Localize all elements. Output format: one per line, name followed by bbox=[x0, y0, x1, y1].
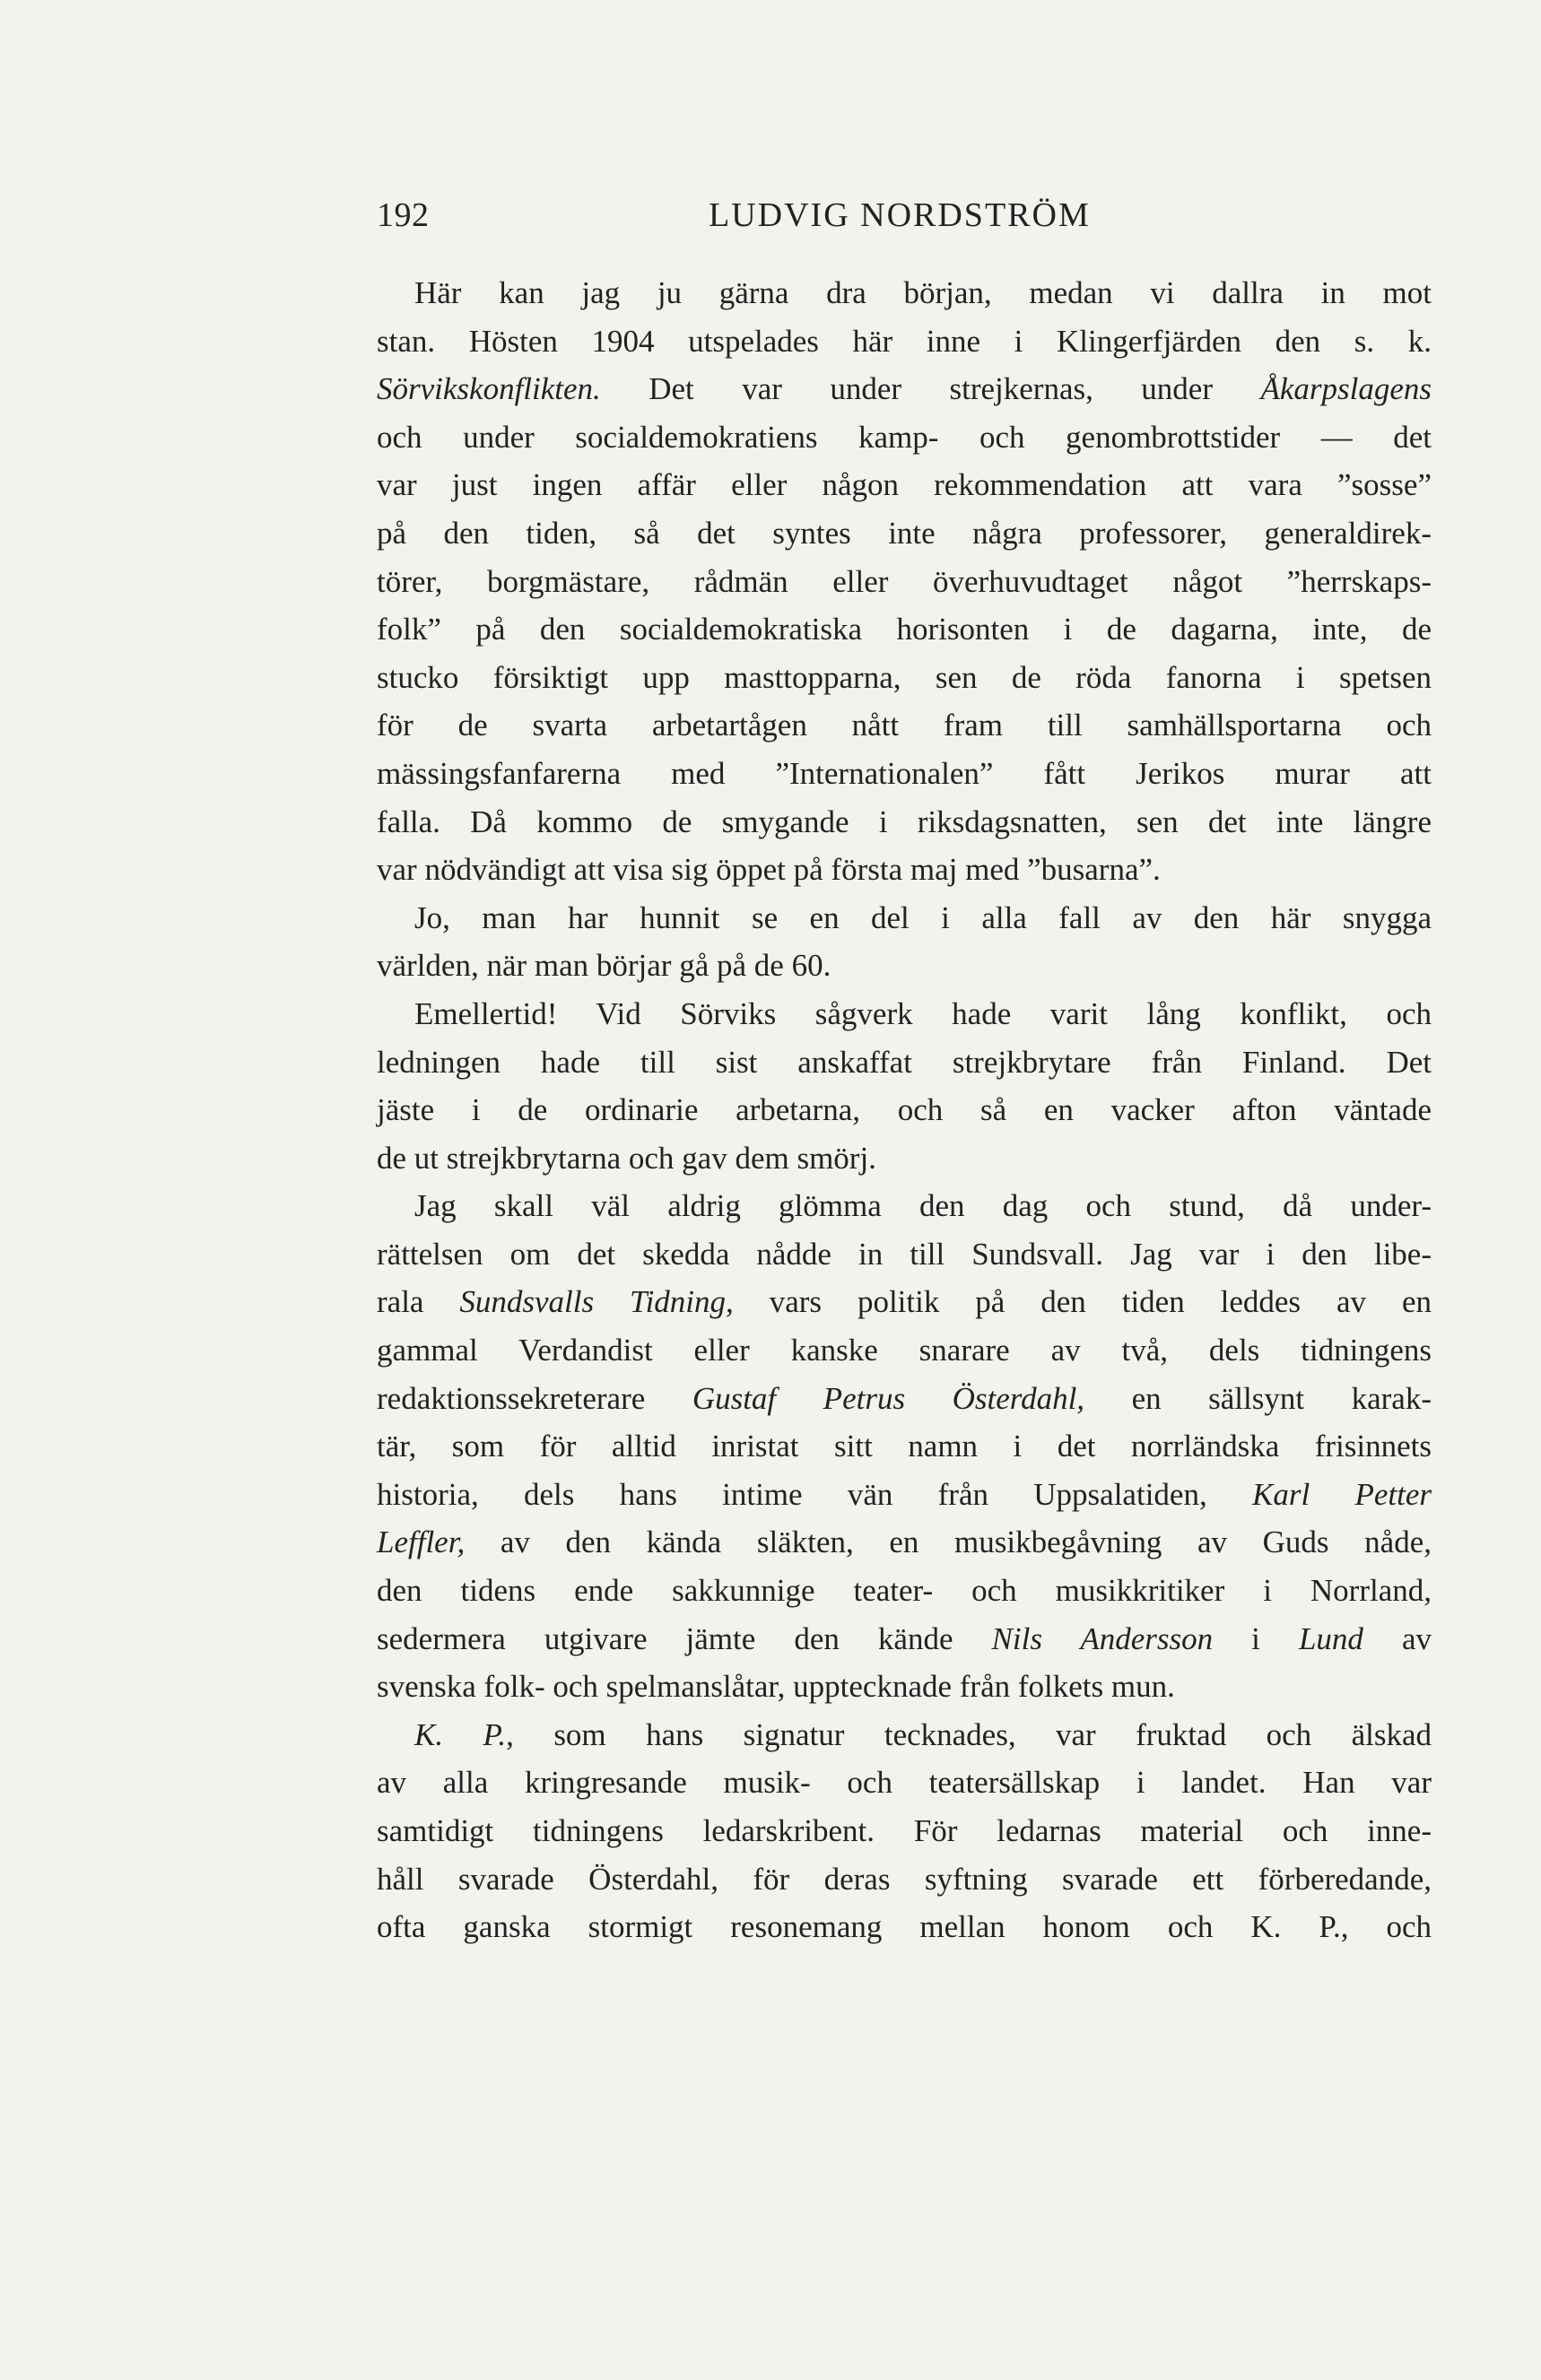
text-line bbox=[377, 1855, 1432, 1904]
italic-text: Sundsvalls Tidning, bbox=[459, 1284, 734, 1320]
text-line bbox=[377, 1326, 1432, 1375]
text-line bbox=[377, 1182, 1432, 1230]
italic-text: Sörvikskonflikten. bbox=[377, 371, 601, 407]
text-segment: håll svarade Österdahl, för deras syftning svarade ett förberedande, bbox=[377, 1861, 1432, 1897]
text-line bbox=[377, 1518, 1432, 1567]
text-line bbox=[377, 846, 1432, 894]
italic-text: Lund bbox=[1298, 1620, 1363, 1656]
text-segment: samtidigt tidningens ledarskribent. För ledarnas material och inne- bbox=[377, 1813, 1432, 1848]
text-line bbox=[377, 1903, 1432, 1951]
text-segment: jäste i de ordinarie arbetarna, och så en vacker afton väntade bbox=[377, 1092, 1432, 1128]
text-segment: ledningen hade till sist anskaffat strejkbrytare från Finland. Det bbox=[377, 1044, 1432, 1080]
text-line bbox=[377, 1038, 1432, 1087]
text-segment: av bbox=[1363, 1620, 1432, 1656]
italic-text: Leffler, bbox=[377, 1524, 466, 1560]
text-line bbox=[377, 1711, 1432, 1759]
text-segment: Jo, man har hunnit se en del i alla fall av den här snygga bbox=[414, 899, 1432, 935]
text-segment: de ut strejkbrytarna och gav dem smörj. bbox=[377, 1140, 876, 1176]
text-segment: tär, som för alltid inristat sitt namn i det norrländska frisinnets bbox=[377, 1429, 1432, 1464]
text-segment: gammal Verdandist eller kanske snarare av två, dels tidningens bbox=[377, 1333, 1432, 1368]
text-segment: vars politik på den tiden leddes av en bbox=[733, 1284, 1432, 1320]
text-segment: svenska folk- och spelmanslåtar, upptecknade från folkets mun. bbox=[377, 1669, 1175, 1705]
text-line bbox=[377, 1471, 1432, 1519]
text-segment: stucko försiktigt upp masttopparna, sen de röda fanorna i spetsen bbox=[377, 659, 1432, 695]
text-line bbox=[377, 509, 1432, 558]
text-segment: den tidens ende sakkunnige teater- och musikkritiker i Norrland, bbox=[377, 1573, 1432, 1609]
text-line bbox=[377, 1134, 1432, 1183]
text-line bbox=[377, 461, 1432, 509]
text-segment: historia, dels hans intime vän från Uppsalatiden, bbox=[377, 1476, 1252, 1512]
text-segment: mässingsfanfarerna med ”Internationalen” fått Jerikos murar att bbox=[377, 755, 1432, 791]
text-line bbox=[377, 1615, 1432, 1663]
text-segment: ofta ganska stormigt resonemang mellan honom och K. P., och bbox=[377, 1909, 1432, 1945]
text-line bbox=[377, 750, 1432, 798]
text-segment: var just ingen affär eller någon rekommendation att vara ”sosse” bbox=[377, 467, 1432, 503]
text-segment: världen, när man börjar gå på de 60. bbox=[377, 948, 831, 984]
text-segment: på den tiden, så det syntes inte några professorer, generaldirek- bbox=[377, 515, 1432, 551]
text-line bbox=[377, 365, 1432, 413]
text-line bbox=[377, 1567, 1432, 1615]
text-segment: en sällsynt karak- bbox=[1084, 1380, 1432, 1416]
text-segment: rättelsen om det skedda nådde in till Sundsvall. Jag var i den libe- bbox=[377, 1236, 1432, 1272]
text-line bbox=[377, 1663, 1432, 1711]
text-line bbox=[377, 413, 1432, 462]
text-segment: folk” på den socialdemokratiska horisonten i de dagarna, inte, de bbox=[377, 612, 1432, 647]
text-line bbox=[377, 558, 1432, 606]
text-segment: för de svarta arbetartågen nått fram till samhällsportarna och bbox=[377, 708, 1432, 743]
text-segment: sedermera utgivare jämte den kände bbox=[377, 1620, 992, 1656]
text-segment: var nödvändigt att visa sig öppet på första maj med ”busarna”. bbox=[377, 852, 1161, 888]
text-segment: rala bbox=[377, 1284, 460, 1320]
text-segment: stan. Hösten 1904 utspelades här inne i Klingerfjärden den s. k. bbox=[377, 323, 1432, 359]
text-segment: av alla kringresande musik- och teatersällskap i landet. Han var bbox=[377, 1765, 1432, 1801]
text-line bbox=[377, 990, 1432, 1038]
page-number: 192 bbox=[377, 196, 430, 234]
text-segment: Här kan jag ju gärna dra början, medan vi dallra in mot bbox=[414, 275, 1432, 310]
text-line bbox=[377, 701, 1432, 750]
text-line bbox=[377, 1086, 1432, 1134]
text-line bbox=[377, 894, 1432, 942]
text-segment: i bbox=[1213, 1620, 1299, 1656]
text-segment: falla. Då kommo de smygande i riksdagsnatten, sen det inte längre bbox=[377, 803, 1432, 839]
text-segment: törer, borgmästare, rådmän eller överhuvudtaget något ”herrskaps- bbox=[377, 563, 1432, 599]
text-segment: och under socialdemokratiens kamp- och genombrottstider — det bbox=[377, 419, 1432, 455]
text-segment: redaktionssekreterare bbox=[377, 1380, 692, 1416]
text-segment: av den kända släkten, en musikbegåvning av Guds nåde, bbox=[465, 1524, 1432, 1560]
text-line bbox=[377, 1422, 1432, 1471]
body-text bbox=[377, 269, 1432, 1951]
text-line bbox=[377, 942, 1432, 990]
page-header bbox=[377, 195, 1444, 240]
text-line bbox=[377, 798, 1432, 847]
text-segment: Det var under strejkernas, under bbox=[600, 371, 1261, 407]
text-line bbox=[377, 1375, 1432, 1423]
text-line bbox=[377, 269, 1432, 317]
text-segment: Emellertid! Vid Sörviks sågverk hade varit lång konflikt, och bbox=[414, 995, 1432, 1031]
italic-text: Åkarpslagens bbox=[1260, 371, 1432, 407]
text-line bbox=[377, 1278, 1432, 1326]
running-title: LUDVIG NORDSTRÖM bbox=[709, 196, 1091, 234]
text-segment: Jag skall väl aldrig glömma den dag och stund, då under- bbox=[414, 1188, 1432, 1224]
text-line bbox=[377, 1230, 1432, 1279]
text-line bbox=[377, 317, 1432, 366]
italic-text: K. P. bbox=[414, 1716, 507, 1752]
text-line bbox=[377, 1807, 1432, 1855]
italic-text: Gustaf Petrus Österdahl, bbox=[692, 1380, 1085, 1416]
text-line bbox=[377, 605, 1432, 654]
text-line bbox=[377, 654, 1432, 702]
text-line bbox=[377, 1759, 1432, 1807]
italic-text: Nils Andersson bbox=[991, 1620, 1214, 1656]
text-segment: , som hans signatur tecknades, var fruktad och älskad bbox=[506, 1716, 1432, 1752]
italic-text: Karl Petter bbox=[1251, 1476, 1432, 1512]
